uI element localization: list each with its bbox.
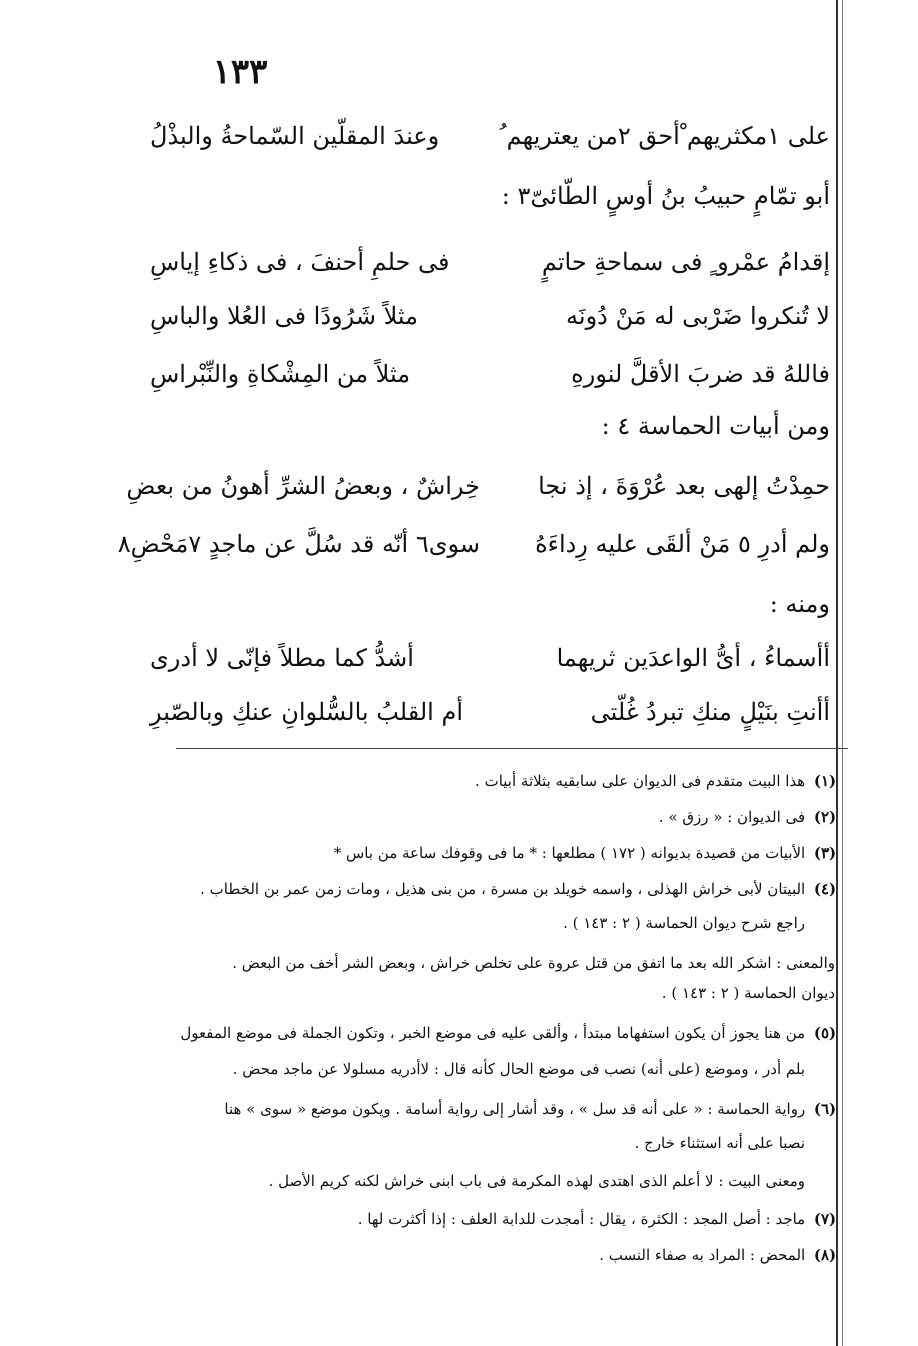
footnote-text: المحض : المراد به صفاء النسب . <box>599 1246 806 1264</box>
footnote-4 <box>150 876 840 902</box>
verse-row <box>117 520 830 568</box>
footnote-number: (٢) <box>813 808 837 826</box>
footnote-4-meaning-continued: ديوان الحماسة ( ٢ : ١٤٣ ) . <box>661 984 835 1002</box>
verse-row <box>150 350 830 398</box>
hemistich-first: حمِدْتُ إلهى بعد عُرْوَةَ ، إذ نجا <box>538 472 830 500</box>
footnote-4-meaning: والمعنى : اشكر الله بعد ما اتفق من قتل عروة على تخلص خراش ، وبعض الشر أخف من البعض . <box>232 954 835 972</box>
footnote-number: (٨) <box>813 1246 837 1264</box>
footnote-text: فى الديوان : « رزق » . <box>658 808 806 826</box>
footnote-3 <box>150 840 840 866</box>
footnote-8 <box>150 1242 840 1268</box>
footnote-5-continued: بلم أدر ، وموضع (على أنه) نصب فى موضع الحال كأنه قال : لاأدريه مسلولا عن ماجد محض . <box>232 1060 805 1078</box>
hemistich-first: على ١مكثريهم ْأحق ٢من يعتريهم ُ <box>499 122 830 150</box>
verse-row <box>150 688 830 736</box>
hemistich-second: أشدُّ كما مطلاً فإنّى لا أدرى <box>150 644 414 672</box>
poet-heading-abu-tammam: أبو تمّامٍ حبيبُ بنُ أوسٍ الطّائىّ٣ : <box>501 182 830 210</box>
footnote-number: (٤) <box>813 880 837 898</box>
hemistich-second: وعندَ المقلّين السّماحةُ والبذْلُ <box>150 122 440 150</box>
footnote-number: (٦) <box>813 1100 837 1118</box>
hemistich-second: خِراشٌ ، وبعضُ الشرِّ أهونُ من بعضِ <box>126 472 480 500</box>
page-number: ١٣٣ <box>212 52 268 92</box>
footnote-2 <box>150 804 840 830</box>
hemistich-first: أأسماءُ ، أىُّ الواعدَين ثريهما <box>556 644 830 672</box>
verse-row <box>150 292 830 340</box>
hemistich-first: لا تُنكروا ضَرْبى له مَنْ دُونَه <box>566 302 830 330</box>
section-heading-hamasa: ومن أبيات الحماسة ٤ : <box>601 412 830 440</box>
verse-row <box>150 634 830 682</box>
verse-row <box>150 238 830 286</box>
footnote-number: (٥) <box>813 1024 837 1042</box>
footnote-6-meaning: ومعنى البيت : لا أعلم الذى اهتدى لهذه المكرمة فى باب ابنى خراش لكنه كريم الأصل . <box>268 1172 805 1190</box>
verse-row <box>150 112 830 160</box>
hemistich-second: مثلاً شَرُودًا فى العُلا والباسِ <box>150 302 419 330</box>
hemistich-first: فاللهُ قد ضربَ الأقلَّ لنورهِ <box>571 360 830 388</box>
footnote-6-continued: نصبا على أنه استثناء خارج . <box>634 1134 805 1152</box>
hemistich-second: أم القلبُ بالسُّلوانِ عنكِ وبالصّبرِ <box>150 698 464 726</box>
footnote-6 <box>150 1096 840 1122</box>
footnote-7 <box>150 1206 840 1232</box>
footnote-number: (١) <box>813 772 837 790</box>
hemistich-first: أأنتِ بنَيْلٍ منكِ تبردُ غُلّتى <box>590 698 830 726</box>
hemistich-second: فى حلمِ أحنفَ ، فى ذكاءِ إياسِ <box>150 248 450 276</box>
margin-rule <box>836 0 838 1346</box>
footnote-5 <box>150 1020 840 1046</box>
footnote-text: هذا البيت متقدم فى الديوان على سابقيه بثلاثة أبيات . <box>475 772 806 790</box>
hemistich-second: مثلاً من المِشْكاةِ والنِّبْراسِ <box>150 360 411 388</box>
hemistich-first: ولم أدرِ ٥ مَنْ ألقَى عليه رِداءَهُ <box>535 530 830 558</box>
footnote-text: البيتان لأبى خراش الهذلى ، واسمه خويلد بن مسرة ، من بنى هذيل ، ومات زمن عمر بن الخطاب . <box>200 880 806 898</box>
footnote-separator <box>176 748 848 749</box>
footnote-number: (٣) <box>813 844 837 862</box>
footnote-text: من هنا يجوز أن يكون استفهاما مبتدأ ، وألقى عليه فى موضع الخبر ، وتكون الجملة فى موضع المفعول <box>180 1024 806 1042</box>
footnote-1 <box>150 768 840 794</box>
footnote-number: (٧) <box>813 1210 837 1228</box>
margin-rule-inner <box>842 0 843 1346</box>
footnote-text: ماجد : أصل المجد : الكثرة ، يقال : أمجدت للدابة العلف : إذا أكثرت لها . <box>357 1210 806 1228</box>
footnote-text: الأبيات من قصيدة بديوانه ( ١٧٢ ) مطلعها : * ما فى وقوفك ساعة من باس * <box>333 844 806 862</box>
hemistich-first: إقدامُ عمْرو ٍ فى سماحةِ حاتمٍ <box>541 248 830 276</box>
hemistich-second: سوى٦ أنّه قد سُلَّ عن ماجدٍ ٧مَحْضِ٨ <box>117 530 480 558</box>
verse-row <box>126 462 830 510</box>
section-heading-minhu: ومنه : <box>769 590 830 618</box>
footnote-text: رواية الحماسة : « على أنه قد سل » ، وقد أشار إلى رواية أسامة . ويكون موضع « سوى » هنا <box>224 1100 806 1118</box>
footnote-4-continued: راجع شرح ديوان الحماسة ( ٢ : ١٤٣ ) . <box>563 914 805 932</box>
